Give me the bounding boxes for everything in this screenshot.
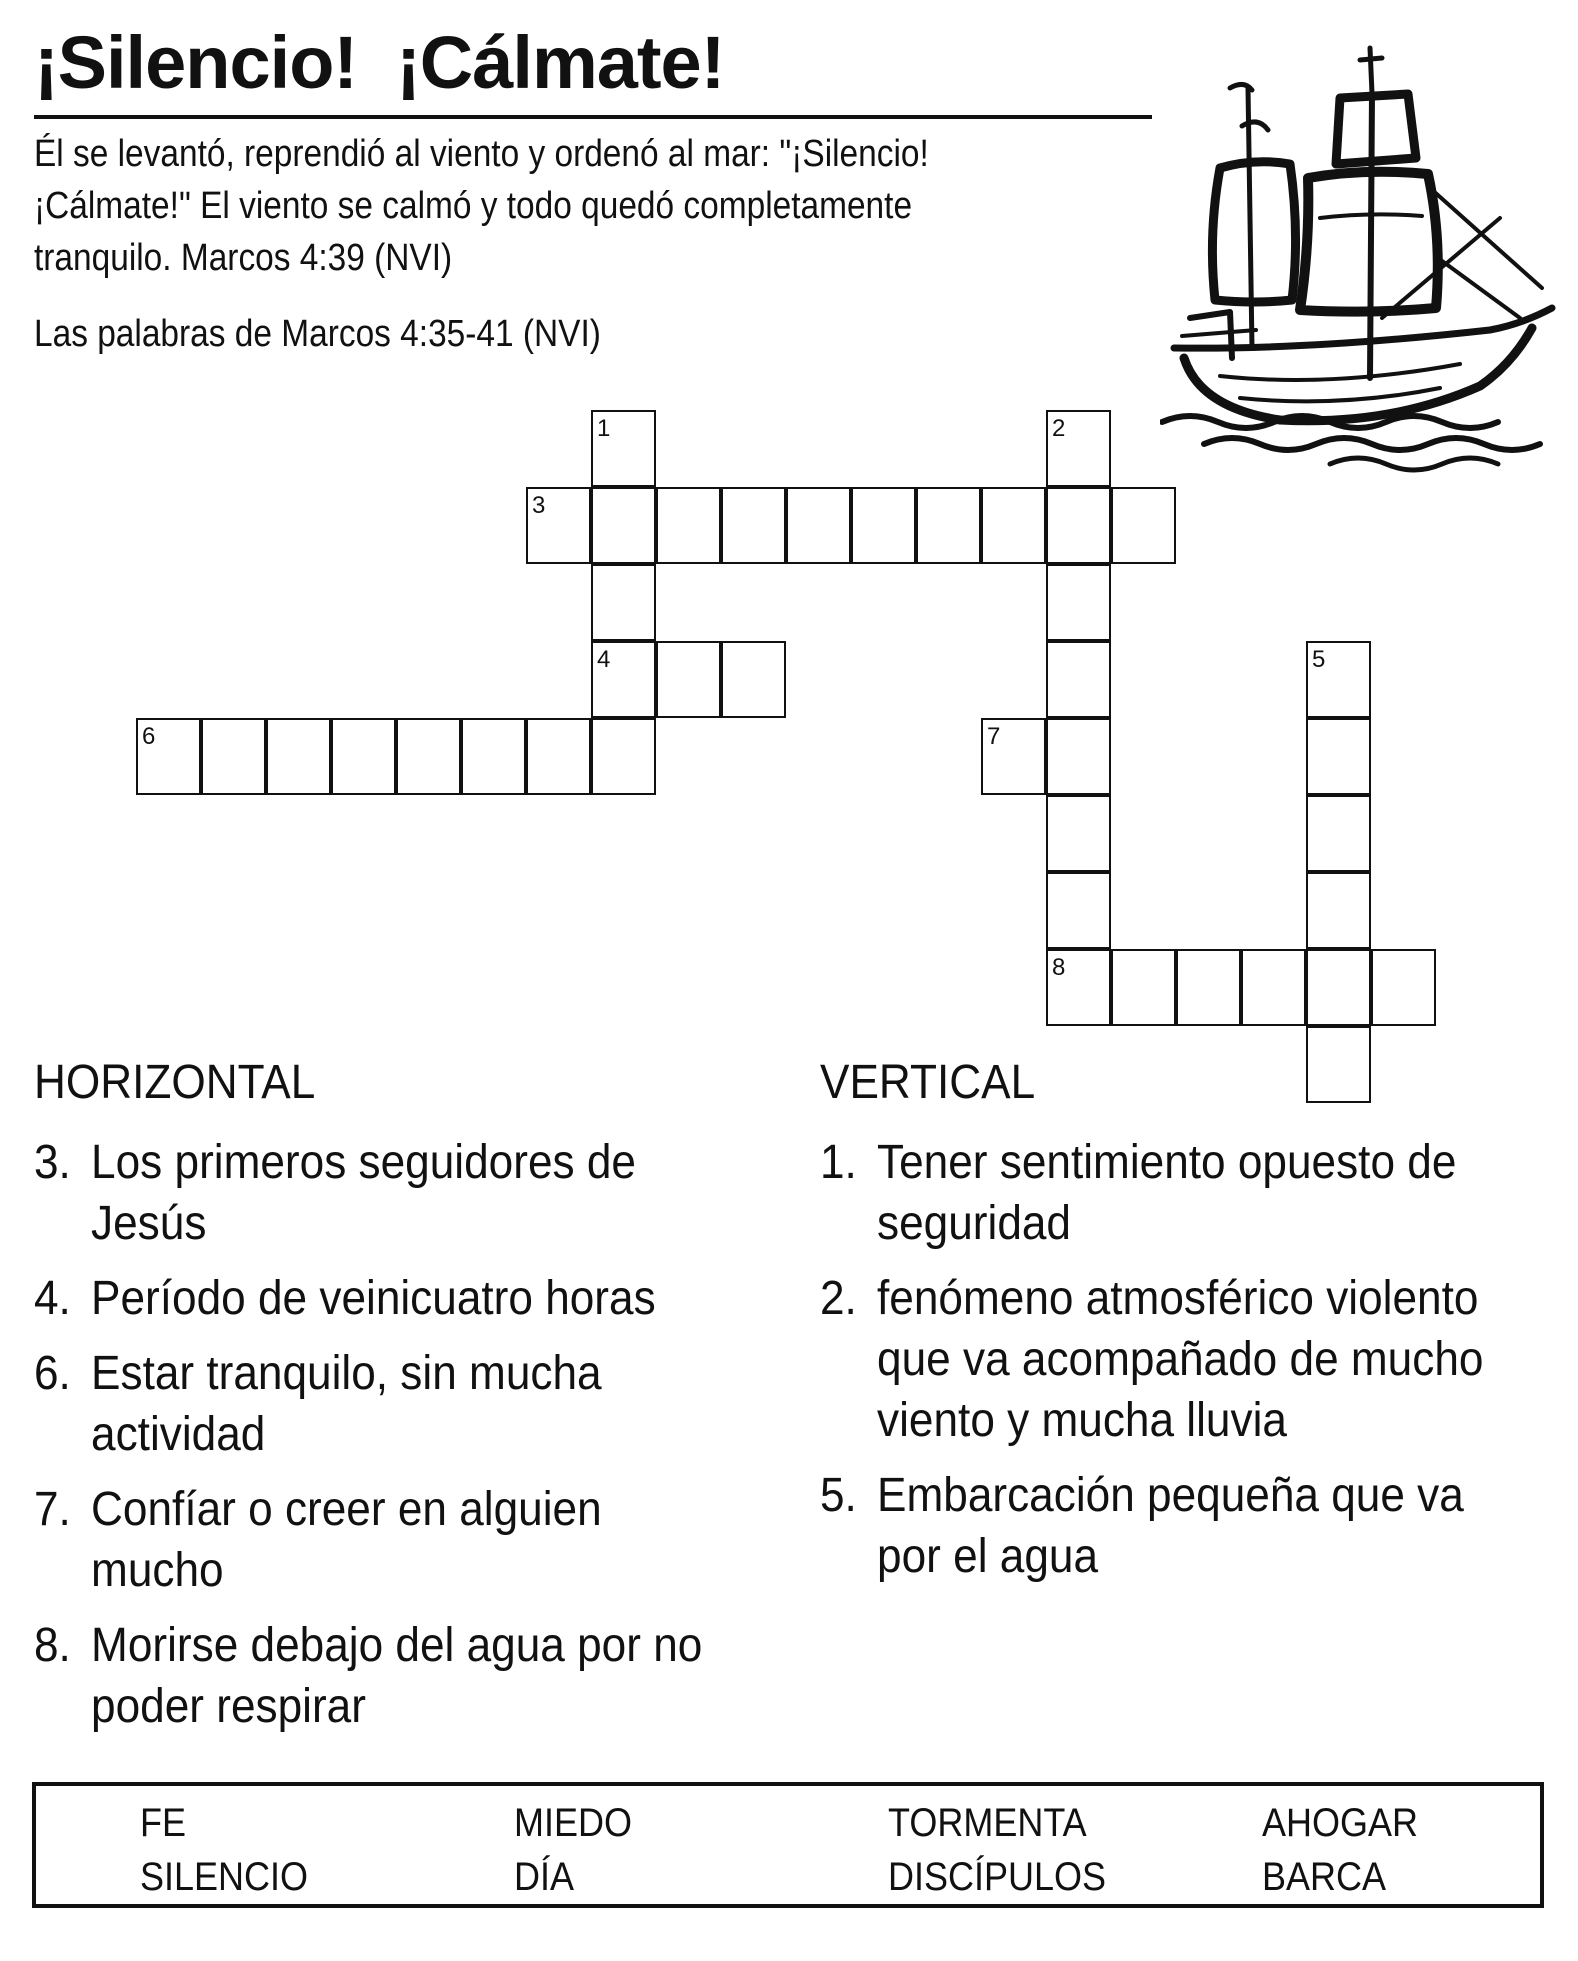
clue-number-label: 2: [1052, 415, 1066, 442]
clue-number: 3.: [34, 1136, 71, 1189]
clue-item: [820, 1268, 1501, 1451]
vertical-heading: VERTICAL: [820, 1056, 1036, 1109]
clue-text: Estar tranquilo, sin mucha actividad: [91, 1347, 602, 1461]
word-bank-item: DÍA: [514, 1855, 575, 1899]
bible-verse: Él se levantó, reprendió al viento y ordenó al mar: "¡Silencio! ¡Cálmate!" El viento se calmó y todo quedó completamente tranquilo. Marcos 4:39 (NVI): [34, 133, 929, 279]
crossword-cell[interactable]: [1046, 949, 1111, 1026]
clue-item: [820, 1465, 1501, 1587]
crossword-cell[interactable]: [656, 641, 721, 718]
clue-number-label: 6: [142, 723, 156, 750]
clue-item: [34, 1343, 715, 1465]
clue-text: Confíar o creer en alguien mucho: [91, 1483, 602, 1597]
clue-number-label: 3: [532, 492, 546, 519]
crossword-cell[interactable]: [1111, 487, 1176, 564]
crossword-cell[interactable]: [1111, 949, 1176, 1026]
crossword-cell[interactable]: [851, 487, 916, 564]
crossword-cell[interactable]: [1046, 410, 1111, 487]
crossword-cell[interactable]: [591, 641, 656, 718]
crossword-cell[interactable]: [981, 487, 1046, 564]
word-bank-item: TORMENTA: [888, 1801, 1087, 1845]
crossword-cell[interactable]: [526, 487, 591, 564]
clue-number-label: 7: [987, 723, 1001, 750]
word-bank-item: DISCÍPULOS: [888, 1855, 1107, 1899]
crossword-cell[interactable]: [1306, 718, 1371, 795]
crossword-cell[interactable]: [1241, 949, 1306, 1026]
page-title: ¡Silencio! ¡Cálmate!: [34, 21, 725, 104]
crossword-cell[interactable]: [1371, 949, 1436, 1026]
clue-text: Tener sentimiento opuesto de seguridad: [877, 1136, 1457, 1250]
crossword-cell[interactable]: [331, 718, 396, 795]
crossword-cell[interactable]: [721, 487, 786, 564]
crossword-cell[interactable]: [591, 487, 656, 564]
crossword-cell[interactable]: [1176, 949, 1241, 1026]
clue-item: [34, 1479, 715, 1601]
crossword-cell[interactable]: [1046, 487, 1111, 564]
crossword-cell[interactable]: [396, 718, 461, 795]
clue-item: [34, 1132, 715, 1254]
clue-number: 1.: [820, 1136, 857, 1189]
crossword-cell[interactable]: [526, 718, 591, 795]
crossword-cell[interactable]: [981, 718, 1046, 795]
crossword-cell[interactable]: [1046, 718, 1111, 795]
clue-number: 4.: [34, 1272, 71, 1325]
clue-text: fenómeno atmosférico violento que va acompañado de mucho viento y mucha lluvia: [877, 1272, 1484, 1447]
crossword-cell[interactable]: [656, 487, 721, 564]
clue-number-label: 8: [1052, 954, 1066, 981]
word-bank-item: AHOGAR: [1262, 1801, 1419, 1845]
crossword-cell[interactable]: [1046, 872, 1111, 949]
clue-item: [34, 1268, 715, 1329]
crossword-cell[interactable]: [201, 718, 266, 795]
clue-number-label: 5: [1312, 646, 1326, 673]
clue-number-label: 1: [597, 415, 611, 442]
word-bank-item: SILENCIO: [140, 1855, 309, 1899]
crossword-cell[interactable]: [591, 564, 656, 641]
horizontal-clues: [34, 1048, 774, 1737]
crossword-cell[interactable]: [266, 718, 331, 795]
clue-number-label: 4: [597, 646, 611, 673]
crossword-cell[interactable]: [1046, 795, 1111, 872]
crossword-cell[interactable]: [721, 641, 786, 718]
word-bank: [32, 1782, 1544, 1908]
clue-number: 8.: [34, 1619, 71, 1672]
puzzle-subtitle: Las palabras de Marcos 4:35-41 (NVI): [34, 313, 601, 355]
crossword-cell[interactable]: [591, 410, 656, 487]
word-bank-item: FE: [140, 1801, 187, 1845]
word-bank-item: MIEDO: [514, 1801, 633, 1845]
crossword-cell[interactable]: [461, 718, 526, 795]
clue-text: Los primeros seguidores de Jesús: [91, 1136, 636, 1250]
crossword-cell[interactable]: [1046, 564, 1111, 641]
horizontal-heading: HORIZONTAL: [34, 1056, 316, 1109]
crossword-cell[interactable]: [1306, 795, 1371, 872]
clue-item: [820, 1132, 1501, 1254]
crossword-cell[interactable]: [136, 718, 201, 795]
clue-number: 7.: [34, 1483, 71, 1536]
crossword-cell[interactable]: [1306, 872, 1371, 949]
word-bank-item: BARCA: [1262, 1855, 1387, 1899]
crossword-cell[interactable]: [1046, 641, 1111, 718]
crossword-cell[interactable]: [786, 487, 851, 564]
clue-text: Embarcación pequeña que va por el agua: [877, 1469, 1464, 1583]
clue-text: Período de veinicuatro horas: [91, 1272, 656, 1325]
vertical-clues: [820, 1048, 1560, 1587]
crossword-cell[interactable]: [1306, 949, 1371, 1026]
clue-item: [34, 1615, 715, 1737]
clue-text: Morirse debajo del agua por no poder respirar: [91, 1619, 703, 1733]
clue-number: 6.: [34, 1347, 71, 1400]
crossword-cell[interactable]: [591, 718, 656, 795]
clue-number: 2.: [820, 1272, 857, 1325]
clue-number: 5.: [820, 1469, 857, 1522]
crossword-cell[interactable]: [1306, 641, 1371, 718]
crossword-cell[interactable]: [916, 487, 981, 564]
